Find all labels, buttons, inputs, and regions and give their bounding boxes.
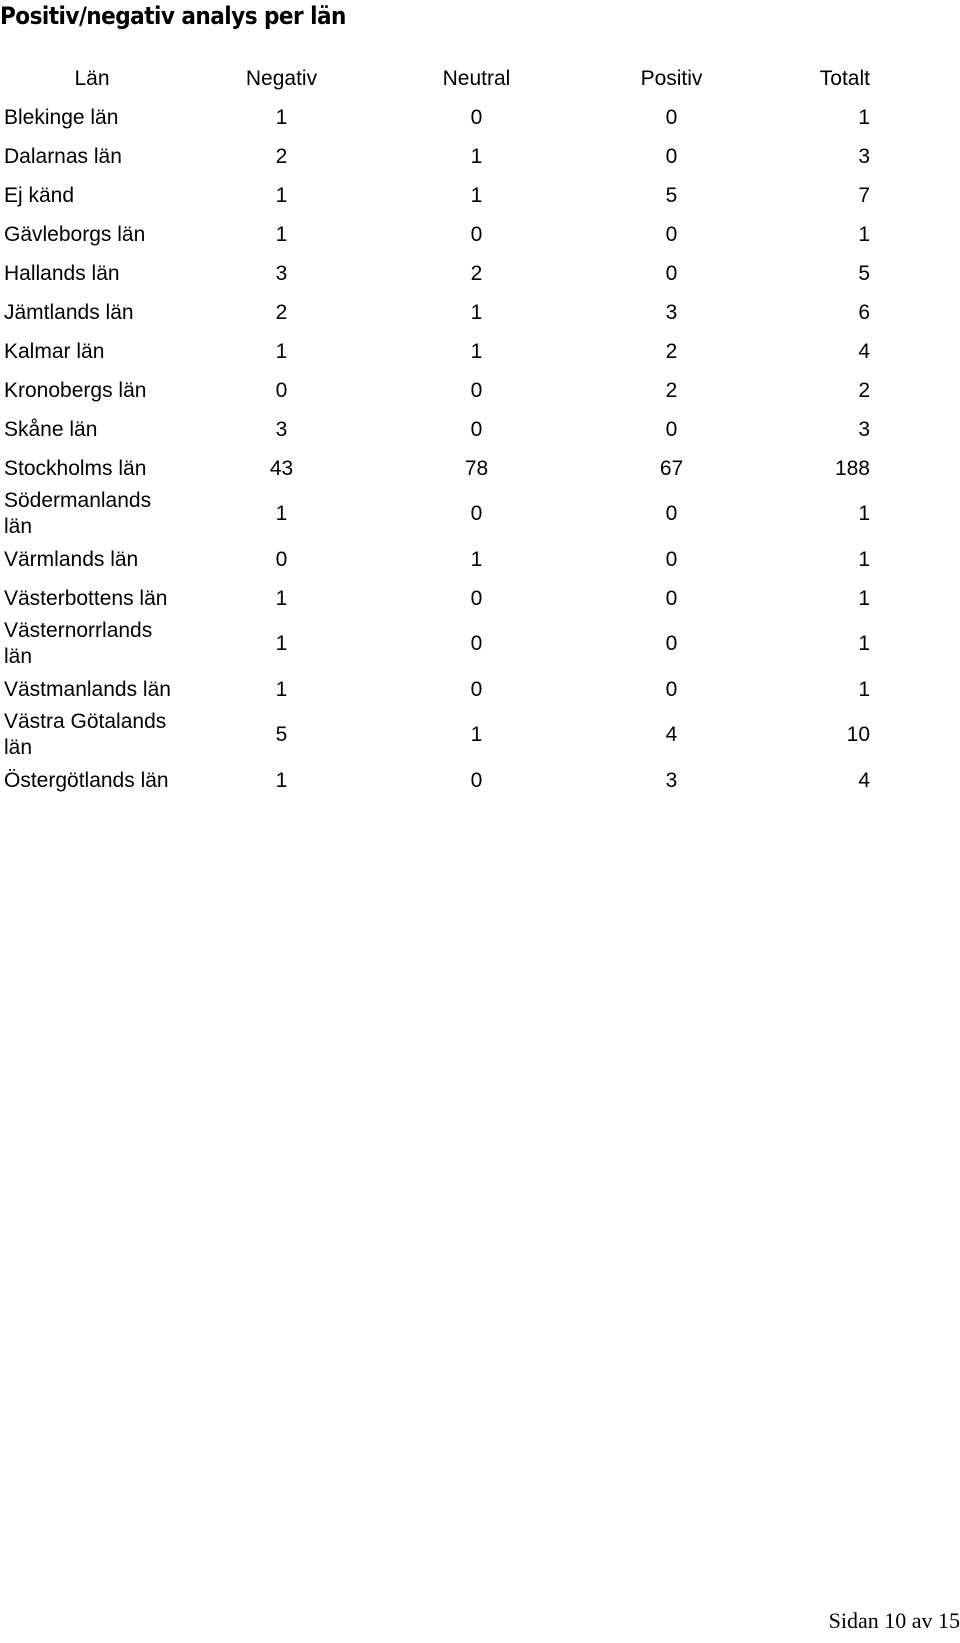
negativ-count: 0 xyxy=(275,378,288,402)
county-name: Hallands län xyxy=(4,261,120,285)
neutral-count: 0 xyxy=(470,768,483,792)
positiv-count: 67 xyxy=(659,456,684,480)
positiv-count: 0 xyxy=(665,144,678,168)
totalt-count: 7 xyxy=(858,183,870,207)
totalt-count: 1 xyxy=(858,502,870,525)
table-row xyxy=(0,137,870,176)
table-row xyxy=(0,618,870,670)
negativ-count: 1 xyxy=(275,105,288,129)
table-row xyxy=(0,332,870,371)
county-name: Dalarnas län xyxy=(4,144,122,168)
neutral-count: 0 xyxy=(470,222,483,246)
county-name: Västra Götalands län xyxy=(4,710,167,759)
totalt-count: 4 xyxy=(858,768,870,792)
table-row xyxy=(0,254,870,293)
totalt-count: 3 xyxy=(858,417,870,441)
positiv-count: 0 xyxy=(665,502,678,525)
header-neutral: Neutral xyxy=(442,67,511,90)
county-name: Skåne län xyxy=(4,417,98,441)
county-name: Västerbottens län xyxy=(4,586,168,610)
totalt-count: 5 xyxy=(858,261,870,285)
negativ-count: 0 xyxy=(275,547,288,571)
neutral-count: 0 xyxy=(470,417,483,441)
positiv-count: 2 xyxy=(665,339,678,363)
county-name: Gävleborgs län xyxy=(4,222,146,246)
totalt-count: 1 xyxy=(858,105,870,129)
positiv-count: 5 xyxy=(665,183,678,207)
negativ-count: 1 xyxy=(275,586,288,610)
table-row xyxy=(0,293,870,332)
table-header-row xyxy=(0,60,870,98)
table-row xyxy=(0,540,870,579)
totalt-count: 3 xyxy=(858,144,870,168)
table-row xyxy=(0,176,870,215)
positiv-count: 0 xyxy=(665,105,678,129)
neutral-count: 1 xyxy=(470,183,483,207)
totalt-count: 1 xyxy=(858,677,870,701)
header-lan: Län xyxy=(74,67,110,90)
table-row xyxy=(0,98,870,137)
county-name: Jämtlands län xyxy=(4,300,134,324)
negativ-count: 3 xyxy=(275,261,288,285)
positiv-count: 0 xyxy=(665,677,678,701)
negativ-count: 2 xyxy=(275,144,288,168)
table-row xyxy=(0,449,870,488)
totalt-count: 10 xyxy=(846,723,870,746)
positiv-count: 3 xyxy=(665,768,678,792)
positiv-count: 0 xyxy=(665,222,678,246)
page-title: Positiv/negativ analys per län xyxy=(0,2,346,30)
neutral-count: 78 xyxy=(464,456,489,480)
header-positiv: Positiv xyxy=(640,67,703,90)
negativ-count: 2 xyxy=(275,300,288,324)
neutral-count: 0 xyxy=(470,586,483,610)
county-sentiment-table xyxy=(0,60,870,800)
neutral-count: 1 xyxy=(470,547,483,571)
positiv-count: 0 xyxy=(665,586,678,610)
table-row xyxy=(0,215,870,254)
table-row xyxy=(0,579,870,618)
table-row xyxy=(0,670,870,709)
county-name: Blekinge län xyxy=(4,105,119,129)
totalt-count: 2 xyxy=(858,378,870,402)
positiv-count: 2 xyxy=(665,378,678,402)
positiv-count: 4 xyxy=(665,723,678,746)
county-name: Östergötlands län xyxy=(4,768,169,792)
neutral-count: 1 xyxy=(470,144,483,168)
negativ-count: 3 xyxy=(275,417,288,441)
positiv-count: 0 xyxy=(665,417,678,441)
table-row xyxy=(0,371,870,410)
neutral-count: 0 xyxy=(470,502,483,525)
table-row xyxy=(0,761,870,800)
neutral-count: 0 xyxy=(470,632,483,655)
neutral-count: 1 xyxy=(470,339,483,363)
negativ-count: 1 xyxy=(275,502,288,525)
positiv-count: 0 xyxy=(665,261,678,285)
negativ-count: 43 xyxy=(269,456,294,480)
negativ-count: 1 xyxy=(275,768,288,792)
county-name: Västmanlands län xyxy=(4,677,171,701)
positiv-count: 0 xyxy=(665,547,678,571)
totalt-count: 6 xyxy=(858,300,870,324)
totalt-count: 4 xyxy=(858,339,870,363)
county-name: Stockholms län xyxy=(4,456,147,480)
county-name: Västernorrlands län xyxy=(4,619,153,668)
neutral-count: 0 xyxy=(470,105,483,129)
neutral-count: 1 xyxy=(470,300,483,324)
page-number: Sidan 10 av 15 xyxy=(828,1608,960,1633)
negativ-count: 1 xyxy=(275,222,288,246)
negativ-count: 1 xyxy=(275,339,288,363)
negativ-count: 1 xyxy=(275,677,288,701)
totalt-count: 188 xyxy=(834,456,870,480)
totalt-count: 1 xyxy=(858,632,870,655)
totalt-count: 1 xyxy=(858,222,870,246)
neutral-count: 0 xyxy=(470,378,483,402)
totalt-count: 1 xyxy=(858,547,870,571)
county-name: Ej känd xyxy=(4,183,75,207)
positiv-count: 0 xyxy=(665,632,678,655)
negativ-count: 1 xyxy=(275,183,288,207)
table-row xyxy=(0,488,870,540)
header-totalt: Totalt xyxy=(819,67,870,90)
neutral-count: 0 xyxy=(470,677,483,701)
header-negativ: Negativ xyxy=(245,67,318,90)
county-name: Kronobergs län xyxy=(4,378,147,402)
table-row xyxy=(0,709,870,761)
negativ-count: 5 xyxy=(275,723,288,746)
county-name: Värmlands län xyxy=(4,547,139,571)
neutral-count: 2 xyxy=(470,261,483,285)
positiv-count: 3 xyxy=(665,300,678,324)
county-name: Södermanlands län xyxy=(4,489,152,538)
county-name: Kalmar län xyxy=(4,339,105,363)
table-row xyxy=(0,410,870,449)
negativ-count: 1 xyxy=(275,632,288,655)
totalt-count: 1 xyxy=(858,586,870,610)
neutral-count: 1 xyxy=(470,723,483,746)
